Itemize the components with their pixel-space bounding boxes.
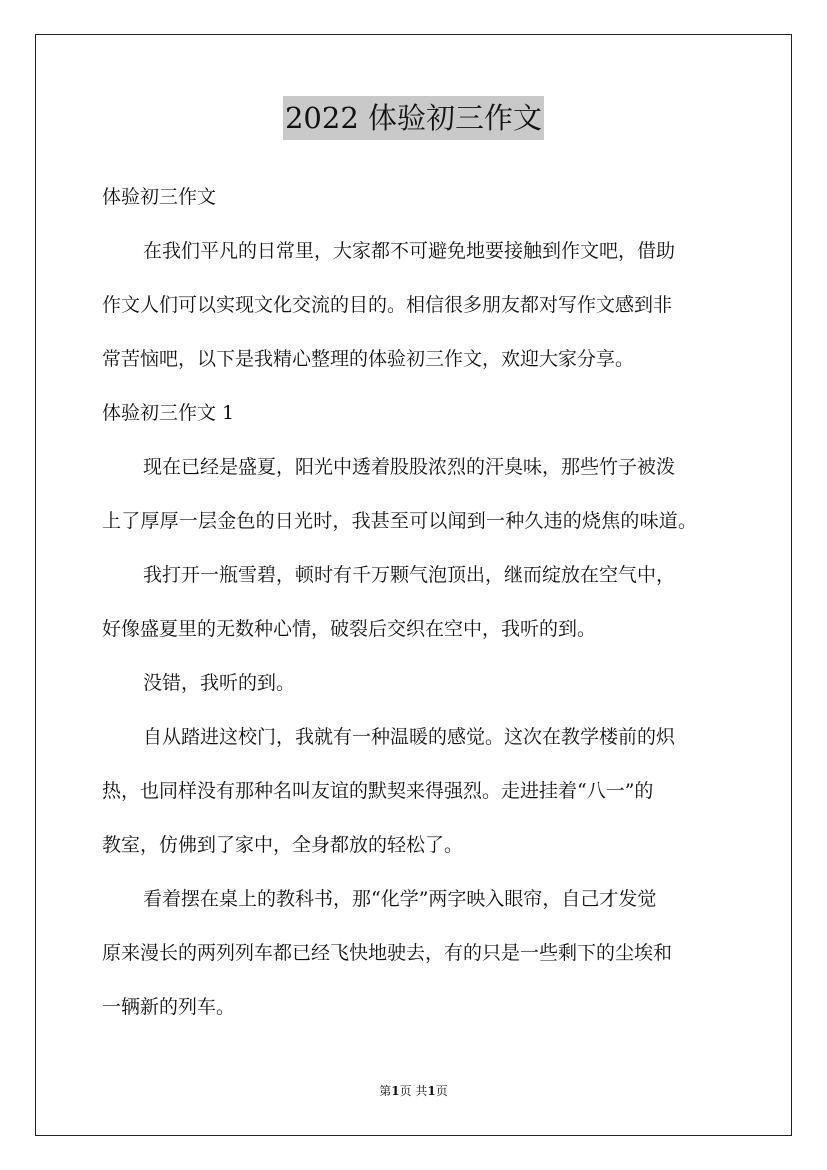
document-body <box>102 170 752 1034</box>
footer-middle: 页 共 <box>399 1084 428 1098</box>
body-line: 上了厚厚一层金色的日光时，我甚至可以闻到一种久违的烧焦的味道。 <box>102 510 698 532</box>
body-line: 在我们平凡的日常里，大家都不可避免地要接触到作文吧，借助 <box>143 240 676 262</box>
page-footer <box>0 1082 827 1100</box>
body-line: 原来漫长的两列列车都已经飞快地驶去，有的只是一些剩下的尘埃和 <box>102 942 673 964</box>
title-area <box>0 96 827 140</box>
section-heading: 体验初三作文 1 <box>102 402 235 424</box>
body-line: 一辆新的列车。 <box>102 996 236 1018</box>
document-title: 2022 体验初三作文 <box>283 96 544 140</box>
footer-suffix: 页 <box>435 1084 448 1098</box>
footer-total-pages: 1 <box>427 1084 436 1098</box>
body-line: 热，也同样没有那种名叫友谊的默契来得强烈。走进挂着“八一”的 <box>102 780 654 802</box>
body-line: 体验初三作文 <box>102 186 217 208</box>
body-line: 现在已经是盛夏，阳光中透着股股浓烈的汗臭味，那些竹子被泼 <box>143 456 676 478</box>
body-line: 作文人们可以实现文化交流的目的。相信很多朋友都对写作文感到非 <box>102 294 673 316</box>
body-line: 常苦恼吧，以下是我精心整理的体验初三作文，欢迎大家分享。 <box>102 348 635 370</box>
body-line: 没错，我听的到。 <box>143 672 296 694</box>
body-line: 自从踏进这校门，我就有一种温暖的感觉。这次在教学楼前的炽 <box>143 726 676 748</box>
body-line: 我打开一瓶雪碧，顿时有千万颗气泡顶出，继而绽放在空气中， <box>143 564 676 586</box>
body-line: 好像盛夏里的无数种心情，破裂后交织在空中，我听的到。 <box>102 618 597 640</box>
footer-prefix: 第 <box>379 1084 392 1098</box>
footer-page-number: 1 <box>391 1084 400 1098</box>
body-line: 教室，仿佛到了家中，全身都放的轻松了。 <box>102 834 464 856</box>
body-line: 看着摆在桌上的教科书，那“化学”两字映入眼帘，自己才发觉 <box>143 888 657 910</box>
